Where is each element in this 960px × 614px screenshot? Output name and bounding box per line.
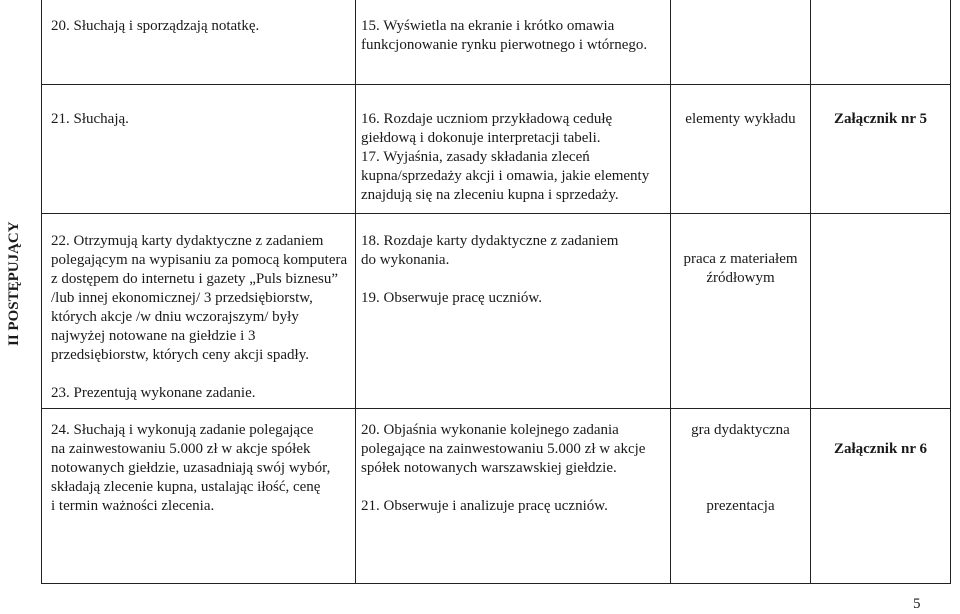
row-4-student-activity: 24. Słuchają i wykonują zadanie polegające na zainwestowaniu 5.000 zł w akcje spółek notowanych giełdzie, uzasadniają swój wybór, składają zlecenie kupna, ustalając iłość, cenę i termin ważności zlecenia.: [51, 422, 331, 514]
row-2-student-activity: 21. Słuchają.: [51, 111, 129, 127]
row-4-teacher-activity: 20. Objaśnia wykonanie kolejnego zadania polegające na zainwestowaniu 5.000 zł w akcje spółek notowanych warszawskiej giełdzie. 21. Obserwuje i analizuje pracę uczniów.: [361, 422, 646, 514]
row-1-student-activity: 20. Słuchają i sporządzają notatkę.: [51, 18, 260, 34]
row-4-method: gra dydaktyczna prezentacja: [691, 422, 790, 514]
row-3-student-activity: 22. Otrzymują karty dydaktyczne z zadaniem polegającym na wypisaniu za pomocą komputera z dostępem do internetu i gazety „Puls biznesu” /lub innej ekonomicznej/ 3 przedsiębiorstw, których akcje /w dniu wczorajszym/ były najwyżej notowane na giełdzie i 3 przedsiębiorstw, których ceny akcji spadły. 23. Prezentują wykonane zadanie.: [51, 233, 348, 401]
row-2-attachment: Załącznik nr 5: [833, 111, 928, 127]
row-divider-3: [41, 408, 951, 409]
page-number: 5: [913, 596, 921, 612]
column-divider-method: [810, 0, 811, 584]
row-3-method: praca z materiałem źródłowym: [683, 251, 798, 286]
row-3-teacher-activity: 18. Rozdaje karty dydaktyczne z zadaniem do wykonania. 19. Obserwuje pracę uczniów.: [361, 233, 619, 306]
row-divider-1: [41, 84, 951, 85]
row-4-attachment: Załącznik nr 6: [833, 441, 928, 457]
row-divider-2: [41, 213, 951, 214]
row-1-teacher-activity: 15. Wyświetla na ekranie i krótko omawia funkcjonowanie rynku pierwotnego i wtórnego.: [361, 18, 648, 53]
section-label: II POSTĘPUJĄCY: [6, 221, 22, 346]
section-label-container: [6, 221, 28, 486]
row-2-method: elementy wykładu: [685, 111, 796, 127]
row-2-teacher-activity: 16. Rozdaje uczniom przykładową cedułę giełdową i dokonuje interpretacji tabeli. 17. Wyjaśnia, zasady składania zleceń kupna/sprzedaży akcji i omawia, jakie elementy znajdują się na zleceniu kupna i sprzedaży.: [361, 111, 650, 203]
table-right-border: [950, 0, 951, 584]
column-divider-student: [355, 0, 356, 584]
table-left-border: [41, 0, 42, 584]
table-bottom-border: [41, 583, 951, 584]
